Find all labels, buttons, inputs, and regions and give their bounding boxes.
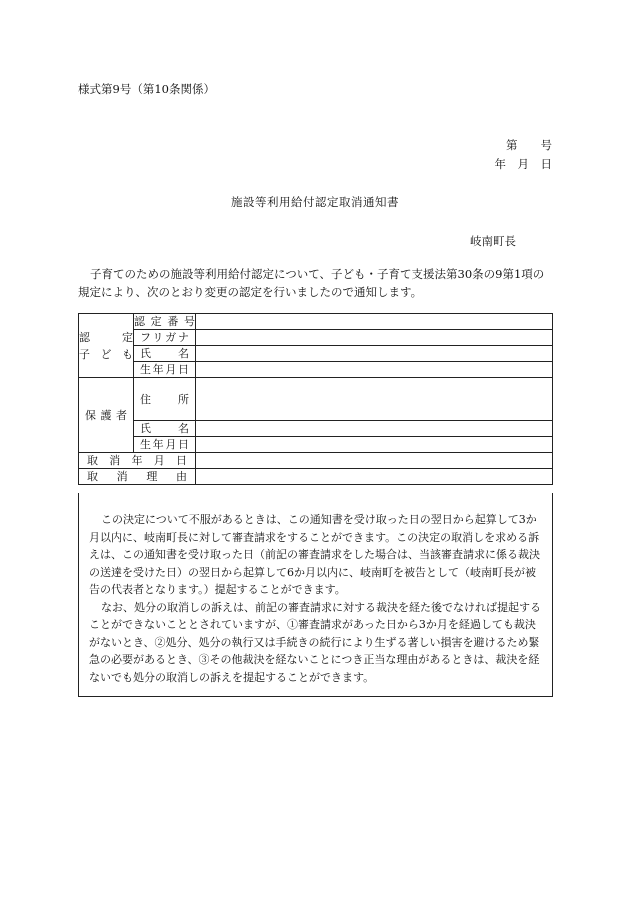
- label-cert-number: [134, 314, 196, 330]
- field-cancel-date[interactable]: [196, 453, 553, 469]
- label-text: 認定番号: [134, 315, 195, 328]
- label-cancel-reason: [79, 469, 196, 485]
- field-guardian-name[interactable]: [196, 421, 553, 437]
- char: 者: [116, 408, 127, 422]
- label-guardian-name: [134, 421, 196, 437]
- char: 所: [178, 392, 189, 406]
- char: 取: [87, 470, 98, 483]
- label-guardian-address: [134, 378, 196, 421]
- field-cert-number[interactable]: [196, 314, 553, 330]
- field-guardian-address[interactable]: [196, 378, 553, 421]
- char: 取: [87, 454, 98, 467]
- char: 住: [140, 392, 151, 406]
- char: ど: [100, 347, 112, 361]
- appeal-paragraph-1: この決定について不服があるときは、この通知書を受け取った日の翌日から起算して3か月以内に、岐南町長に対して審査請求をすることができます。この決定の取消しを求める訴えは、この通知書を受け取った日（前記の審査請求をした場合は、当該審査請求に係る裁決の送達を受けた日）の翌日から起算して6か月以内に、岐南町を被告として（岐南町長が被告の代表者となります。）提起することができます。: [89, 513, 540, 596]
- appeal-paragraph-2: なお、処分の取消しの訴えは、前記の審査請求に対する裁決を経た後でなければ提起することができないこととされていますが、①審査請求があった日から3か月を経過しても裁決がないとき、②処分、処分の執行又は手続きの続行により生ずる著しい損害を避けるため緊急の必要があるとき、③その他裁決を経ないことにつき正当な理由があるときは、裁決を経ないでも処分の取消しの訴えを提起することができます。: [89, 600, 541, 684]
- char: 日: [176, 454, 187, 467]
- char: 子: [79, 347, 90, 361]
- form-number: 様式第9号（第10条関係）: [78, 82, 215, 96]
- field-guardian-birth[interactable]: [196, 437, 553, 453]
- char: 氏: [140, 422, 151, 435]
- appeal-notice-box: [78, 493, 553, 697]
- document-number-line: 第 号: [506, 138, 552, 152]
- char: 消: [109, 454, 121, 467]
- issuer: 岐南町長: [470, 234, 516, 248]
- char: 由: [175, 470, 187, 483]
- char: 認: [79, 330, 90, 344]
- label-text: 生年月日: [140, 363, 189, 376]
- char: 名: [178, 347, 189, 360]
- label-child-name: [134, 346, 196, 362]
- char: 月: [153, 454, 165, 467]
- label-guardian-birth: [134, 437, 196, 453]
- label-text: 生年月日: [140, 438, 189, 451]
- char: 消: [116, 470, 128, 483]
- char: 名: [178, 422, 189, 435]
- label-text: フリガナ: [140, 331, 189, 344]
- child-group-label: [79, 314, 134, 378]
- label-furigana: [134, 330, 196, 346]
- char: 護: [100, 408, 112, 422]
- char: も: [122, 347, 133, 361]
- char: 定: [122, 330, 133, 344]
- date-line: 年 月 日: [494, 157, 552, 171]
- intro-paragraph: 子育てのための施設等利用給付認定について、子ども・子育て支援法第30条の9第1項の規定により、次のとおり変更の認定を行いましたので通知します。: [78, 267, 545, 299]
- field-child-birth[interactable]: [196, 362, 553, 378]
- field-furigana[interactable]: [196, 330, 553, 346]
- document-title: 施設等利用給付認定取消通知書: [231, 195, 399, 209]
- label-child-birth: [134, 362, 196, 378]
- char: 理: [146, 470, 158, 483]
- certification-table: [78, 313, 553, 485]
- field-cancel-reason[interactable]: [196, 469, 553, 485]
- label-cancel-date: [79, 453, 196, 469]
- field-child-name[interactable]: [196, 346, 553, 362]
- char: 保: [85, 408, 96, 422]
- char: 年: [131, 454, 143, 467]
- char: 氏: [140, 347, 151, 360]
- guardian-group-label: [79, 378, 134, 453]
